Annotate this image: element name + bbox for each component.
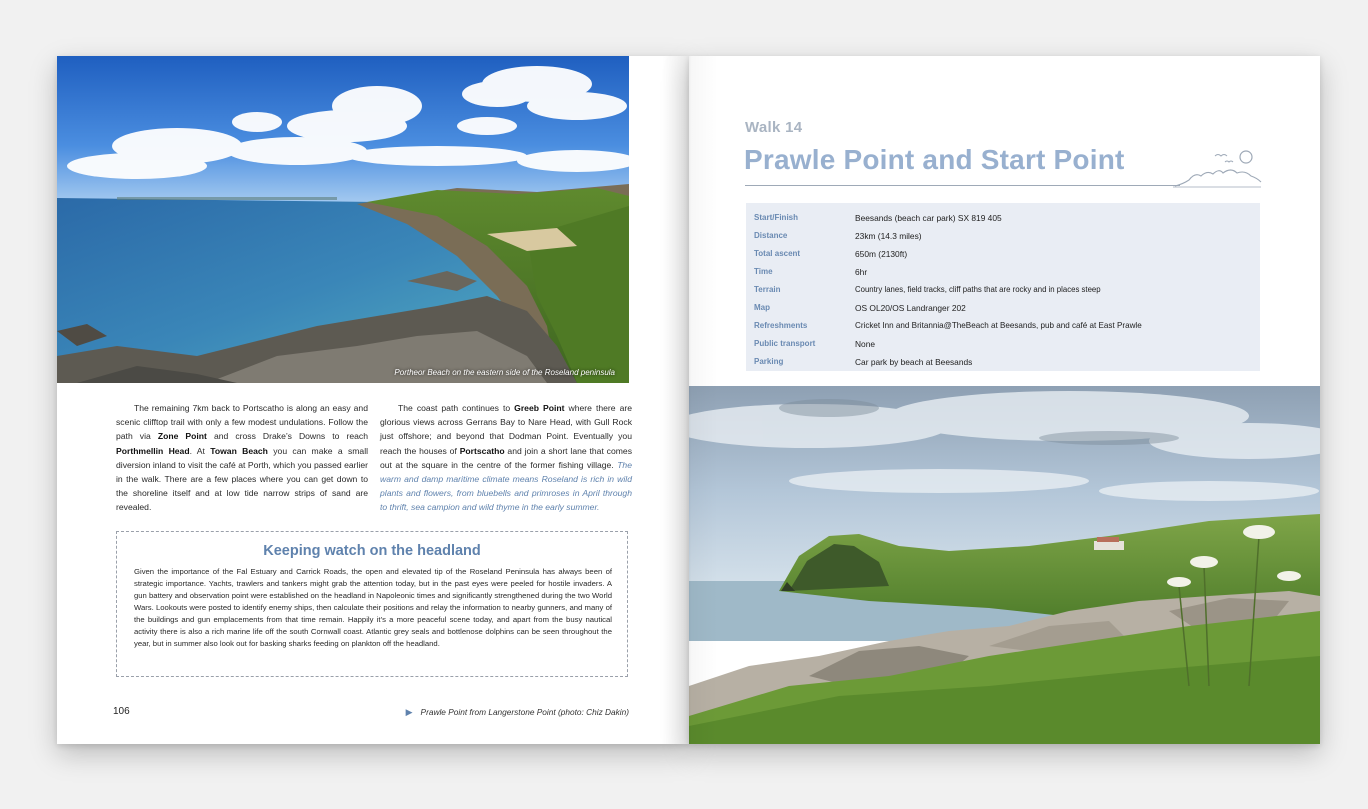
photo-caption-bottom <box>406 707 629 718</box>
left-page <box>57 56 689 744</box>
info-row <box>746 227 1260 245</box>
right-page <box>689 56 1320 744</box>
text-run: The coast path continues to <box>398 403 515 413</box>
info-value: 6hr <box>855 267 868 277</box>
walk-label: Walk 14 <box>745 119 803 136</box>
info-label: Time <box>754 267 773 276</box>
walk-title: Prawle Point and Start Point <box>744 144 1125 175</box>
photo-caption: Portheor Beach on the eastern side of the Roseland peninsula <box>394 368 615 377</box>
text-run: . At <box>189 445 211 456</box>
info-row <box>746 281 1260 299</box>
info-label: Terrain <box>754 285 781 294</box>
info-label: Refreshments <box>754 321 808 330</box>
info-label: Start/Finish <box>754 213 799 222</box>
info-row <box>746 209 1260 227</box>
caption-text: Prawle Point from Langerstone Point (photo: Chiz Dakin) <box>420 707 629 717</box>
info-value: Car park by beach at Beesands <box>855 357 973 367</box>
text-column-2 <box>380 401 632 515</box>
italic-note: The warm and damp maritime climate means Roseland is rich in wild plants and flowers, from bluebells and primroses in April through to thrift, sea campion and wild thyme in the early summer. <box>380 459 632 513</box>
text-run: and join a short lane that comes out at the square in the centre of the former fishing village. <box>380 445 632 470</box>
coast-photo-portheor <box>57 56 629 383</box>
title-underline <box>745 185 1180 186</box>
info-label: Distance <box>754 231 788 240</box>
place-name: Porthmellin Head <box>116 445 190 456</box>
info-row <box>746 245 1260 263</box>
place-name: Greeb Point <box>514 403 565 413</box>
place-name: Portscatho <box>459 445 505 456</box>
info-value: None <box>855 339 876 349</box>
info-label: Public transport <box>754 339 816 348</box>
info-value: 23km (14.3 miles) <box>855 231 922 241</box>
arrow-right-icon: ▶ <box>405 707 413 717</box>
feature-box-title: Keeping watch on the headland <box>263 543 481 559</box>
info-row <box>746 317 1260 335</box>
walk-info-table <box>746 203 1260 371</box>
feature-box-text: Given the importance of the Fal Estuary and Carrick Roads, the open and elevated tip of the Roseland Peninsula has always been of strategic importance. Yachts, trawlers and tankers might grab the attention today, but in the past eyes were peeled for hostile invaders. A gun battery and observation point were established on the headland in Napoleonic times and significantly strengthened during the two World Wars. Lookouts were posted to identify enemy ships, then calculate their positions and relay the information to nearby gunners, and many of the buildings and gun emplacements from that time remain. Happily it’s a more peaceful scene today, and apart from the busy nautical activity there is also a rich marine life off the south Cornwall coast. Atlantic grey seals and bottlenose dolphins can be seen throughout the year, but in summer also look out for basking sharks feeding on plankton off the headland. <box>134 567 612 648</box>
text-run: you can make a small diversion inland to visit the café at Porth, which you passed earlier in the walk. There are a few places where you can get down to the shoreline itself and at low tide narrow strips of sand are revealed. <box>116 445 369 513</box>
feature-box <box>116 531 628 677</box>
info-row <box>746 335 1260 353</box>
info-value: Beesands (beach car park) SX 819 405 <box>855 213 1002 223</box>
info-row <box>746 263 1260 281</box>
text-run: and cross Drake’s Downs to reach <box>206 431 368 442</box>
page-number: 106 <box>113 706 130 717</box>
place-name: Towan Beach <box>210 445 268 456</box>
info-row <box>746 353 1260 371</box>
info-value: Cricket Inn and Britannia@TheBeach at Beesands, pub and café at East Prawle <box>855 321 1142 330</box>
info-value: Country lanes, field tracks, cliff paths that are rocky and in places steep <box>855 285 1101 294</box>
info-row <box>746 299 1260 317</box>
info-label: Total ascent <box>754 249 801 258</box>
coast-photo-prawle-point <box>689 386 1320 744</box>
place-name: Zone Point <box>157 431 207 442</box>
info-label: Map <box>754 303 770 312</box>
text-column-1 <box>116 401 368 515</box>
info-value: OS OL20/OS Landranger 202 <box>855 303 966 313</box>
text-run: The remaining 7km back to Portscatho is along an easy and scenic clifftop trail with only a few modest undulations. Follow the path via <box>116 403 368 442</box>
bird-sun-coast-illustration <box>1173 146 1263 192</box>
text-run: where there are glorious views across Gerrans Bay to Nare Head, with Gull Rock just offshore; and beyond that Dodman Point. Eventually you reach the houses of <box>380 403 632 456</box>
info-value: 650m (2130ft) <box>855 249 908 259</box>
info-label: Parking <box>754 357 784 366</box>
